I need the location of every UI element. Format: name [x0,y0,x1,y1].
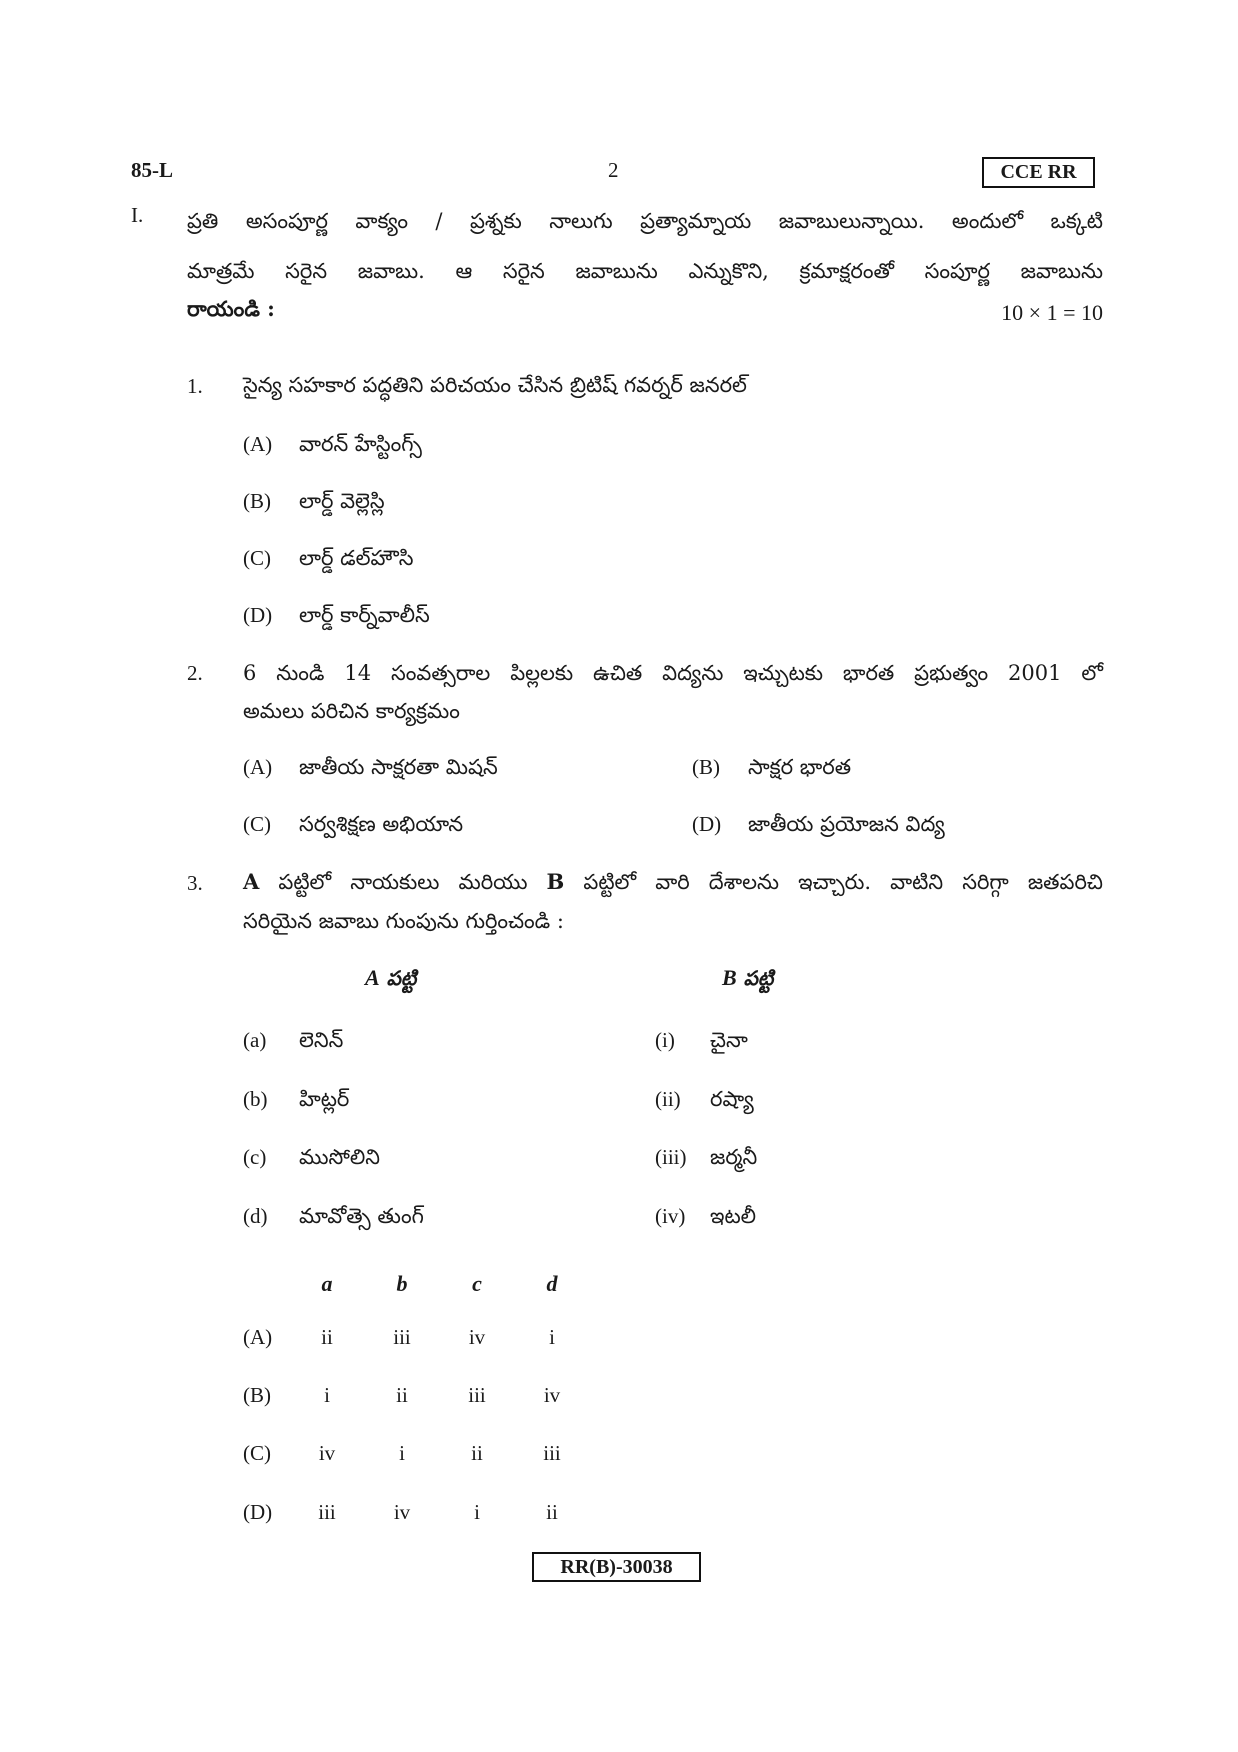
option [692,812,945,842]
item-text: రష్యా [710,1087,754,1111]
answer-header: b [396,1271,408,1296]
item-label: (i) [655,1028,675,1052]
option [692,755,851,785]
option-text: సర్వశిక్షణ అభియాన [299,812,464,836]
instruction-line-1: ప్రతి అసంపూర్ణ వాక్యం / ప్రశ్నకు నాలుగు ప్రత్యామ్నాయ జవాబులున్నాయి. అందులో ఒక్కటి [187,209,1103,233]
question-text-line-1 [243,863,1103,901]
column-b-item [655,1028,748,1058]
column-b-item [655,1204,756,1234]
answer-option-label: (B) [243,1383,271,1407]
paper-code: 85-L [131,158,173,182]
answer-header: a [321,1271,333,1296]
answer-option-label: (D) [243,1500,273,1524]
column-a-title-word: పట్టి [379,966,417,990]
answer-header: d [546,1271,558,1296]
item-label: (c) [243,1145,267,1169]
answer-cell: i [399,1441,405,1465]
item-text: చైనా [710,1028,748,1052]
answer-cell: i [474,1500,480,1524]
answer-cell: ii [546,1500,558,1524]
question-number: 1. [187,374,203,398]
instruction-line-3: రాయండి : [187,296,275,321]
item-text: ముసోలిని [299,1145,380,1169]
column-a-item [243,1145,380,1175]
option [243,489,385,519]
column-a-item [243,1087,349,1117]
column-a-item [243,1028,343,1058]
item-label: (iv) [655,1204,686,1228]
question-text-part: పట్టిలో వారి దేశాలను ఇచ్చారు. వాటిని సరిగ్గా జతపరిచి [564,870,1103,894]
section-number: I. [131,203,144,227]
column-a-title [365,965,416,995]
question-number: 2. [187,661,203,685]
column-a-item [243,1204,424,1234]
column-b-title [722,965,773,995]
answer-option-label: (C) [243,1441,271,1465]
answer-cell: i [549,1325,555,1349]
answer-cell: iii [543,1441,561,1465]
answer-cell: iv [468,1325,486,1349]
option [243,546,414,576]
item-text: లెనిన్ [299,1028,344,1052]
series-badge: CCE RR [982,157,1095,188]
option-label: (C) [243,546,271,570]
item-label: (d) [243,1204,268,1228]
question-text: సైన్య సహకార పద్ధతిని పరిచయం చేసిన బ్రిటిష్ గవర్నర్ జనరల్ [243,373,747,397]
column-a-title-letter: A [365,965,380,990]
option-text: జాతీయ ప్రయోజన విద్య [748,812,945,836]
option [243,755,498,785]
instruction-line-2: మాత్రమే సరైన జవాబు. ఆ సరైన జవాబును ఎన్నుకొని, క్రమాక్షరంతో సంపూర్ణ జవాబును [187,259,1103,283]
answer-cell: ii [396,1383,408,1407]
question-text-part: పట్టిలో నాయకులు మరియు [259,870,547,894]
question-text-line-2: అమలు పరిచిన కార్యక్రమం [243,699,460,723]
item-label: (b) [243,1087,268,1111]
answer-cell: iii [468,1383,486,1407]
option-text: వారన్ హేస్టింగ్స్ [299,432,422,456]
option-text: సాక్షర భారత [748,755,852,779]
item-label: (ii) [655,1087,681,1111]
question-text-line-1: 6 నుండి 14 సంవత్సరాల పిల్లలకు ఉచిత విద్యను ఇచ్చుటకు భారత ప్రభుత్వం 2001 లో [243,661,1103,685]
answer-cell: iii [393,1325,411,1349]
item-label: (iii) [655,1145,687,1169]
option-label: (D) [692,812,722,836]
answer-cell: iv [543,1383,561,1407]
option-text: జాతీయ సాక్షరతా మిషన్ [299,755,498,779]
option-text: లార్డ్ కార్న్‌వాలీస్ [299,603,430,627]
option-label: (A) [243,755,273,779]
answer-cell: i [324,1383,330,1407]
option-label: (A) [243,432,273,456]
section-marks: 10 × 1 = 10 [1001,300,1103,325]
item-text: జర్మనీ [710,1145,758,1169]
item-text: ఇటలీ [710,1204,757,1228]
question-text-line-2: సరియైన జవాబు గుంపును గుర్తించండి : [243,909,564,933]
column-b-item [655,1087,754,1117]
column-a-ref: A [243,869,260,894]
option [243,432,422,462]
answer-header: c [472,1271,482,1296]
option-label: (C) [243,812,271,836]
option [243,603,430,633]
page-number: 2 [608,158,619,182]
answer-cell: ii [321,1325,333,1349]
answer-option-label: (A) [243,1325,273,1349]
option-label: (B) [692,755,720,779]
item-text: హిట్లర్ [299,1087,350,1111]
answer-cell: iv [318,1441,336,1465]
column-b-ref: B [546,869,565,894]
footer-code: RR(B)-30038 [532,1552,701,1582]
section-instructions [187,196,1103,296]
option [243,812,463,842]
column-b-title-word: పట్టి [736,966,774,990]
question-number: 3. [187,871,203,895]
column-b-item [655,1145,757,1175]
option-label: (B) [243,489,271,513]
answer-cell: iii [318,1500,336,1524]
item-label: (a) [243,1028,267,1052]
answer-cell: iv [393,1500,411,1524]
option-text: లార్డ్ వెల్లెస్లి [299,489,385,513]
item-text: మావోత్సె తుంగ్ [299,1204,424,1228]
answer-cell: ii [471,1441,483,1465]
option-text: లార్డ్ డల్‌హౌసి [299,546,414,570]
column-b-title-letter: B [722,965,737,990]
option-label: (D) [243,603,273,627]
